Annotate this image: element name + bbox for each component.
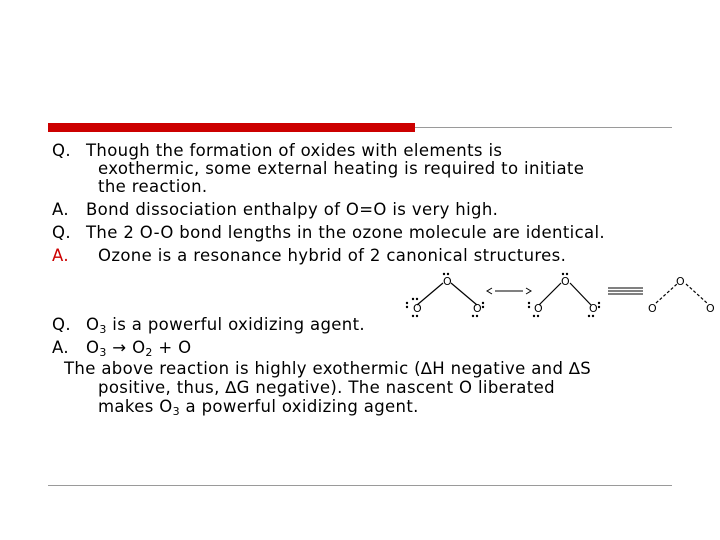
- footer-divider-line: [48, 485, 672, 486]
- question-1-text: Though the formation of oxides with elements is: [86, 141, 503, 160]
- answer-3-reactant-subscript: 3: [99, 346, 107, 359]
- question-1-continuation-1: exothermic, some external heating is required to initiate: [98, 159, 585, 178]
- question-2: [52, 223, 605, 243]
- atom-o-left-1: O: [413, 302, 422, 315]
- atom-o-left-2: O: [473, 302, 482, 315]
- question-3: [52, 315, 365, 335]
- answer-3-product: O: [132, 338, 146, 357]
- explanation-line-3: [98, 397, 419, 417]
- answer-3: [52, 338, 191, 358]
- bond-hybrid-2: [686, 284, 707, 303]
- question-3-o: O: [86, 315, 100, 334]
- bond-hybrid-1: [656, 284, 677, 303]
- answer-3-product-subscript: 2: [145, 346, 153, 359]
- ozone-resonance-structures: [403, 265, 715, 320]
- title-divider-line: [415, 127, 672, 128]
- explanation-line-1: The above reaction is highly exothermic (∆H negative and ∆S: [64, 359, 592, 378]
- atom-o-mid-2: O: [589, 302, 598, 315]
- answer-1-label: A.: [52, 200, 69, 219]
- title-accent-bar: [48, 123, 415, 132]
- question-3-text: is a powerful oxidizing agent.: [106, 315, 365, 334]
- atom-o-hybrid-1: O: [648, 302, 657, 315]
- question-2-text: The 2 O-O bond lengths in the ozone molecule are identical.: [86, 223, 605, 242]
- answer-2-label: A.: [52, 246, 69, 265]
- question-1: [52, 141, 502, 161]
- ozone-resonance-diagram: [403, 265, 715, 320]
- explanation-line-2: positive, thus, ∆G negative). The nascent O liberated: [98, 378, 555, 397]
- answer-3-plus-o: + O: [152, 338, 192, 357]
- atom-o-hybrid-2: O: [706, 302, 715, 315]
- explanation-line-3-prefix: makes O: [98, 397, 173, 416]
- answer-2: [52, 246, 566, 266]
- answer-3-reactant: O: [86, 338, 100, 357]
- question-1-continuation-2: the reaction.: [98, 177, 208, 196]
- atom-o-mid-1: O: [534, 302, 543, 315]
- question-2-label: Q.: [52, 223, 71, 242]
- question-3-label: Q.: [52, 315, 71, 334]
- atom-o-mid-center: O: [561, 275, 570, 288]
- answer-1-text: Bond dissociation enthalpy of O=O is very high.: [86, 200, 499, 219]
- question-3-subscript: 3: [99, 323, 107, 336]
- answer-2-text: Ozone is a resonance hybrid of 2 canonical structures.: [98, 246, 567, 265]
- atom-o-hybrid-center: O: [676, 275, 685, 288]
- answer-3-arrow: →: [106, 338, 133, 357]
- explanation-line-3-suffix: a powerful oxidizing agent.: [179, 397, 419, 416]
- bond-mid-2: [570, 283, 591, 305]
- atom-o-left-center: O: [443, 275, 452, 288]
- answer-1: [52, 200, 498, 220]
- explanation-line-3-subscript: 3: [172, 405, 180, 418]
- answer-3-label: A.: [52, 338, 69, 357]
- question-1-label: Q.: [52, 141, 71, 160]
